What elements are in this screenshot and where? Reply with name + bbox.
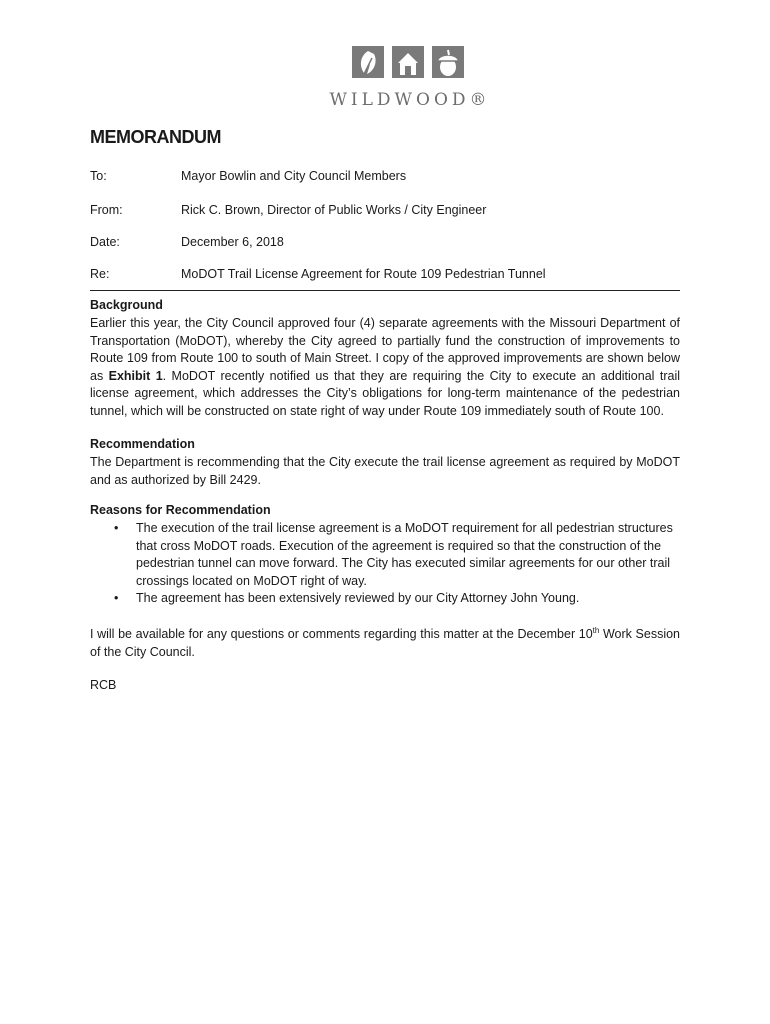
list-item xyxy=(90,590,680,608)
background-heading: Background xyxy=(90,298,163,312)
house-icon xyxy=(392,46,424,78)
leaf-icon xyxy=(352,46,384,78)
to-label: To: xyxy=(90,169,107,183)
to-value: Mayor Bowlin and City Council Members xyxy=(181,169,407,183)
reason-text: The agreement has been extensively reviewed by our City Attorney John Young. xyxy=(136,591,580,606)
to-row xyxy=(90,169,680,187)
closing-paragraph xyxy=(90,626,680,661)
bullet-icon: • xyxy=(114,591,119,606)
list-item xyxy=(90,520,680,590)
closing-text-before: I will be available for any questions or comments regarding this matter at the December 10 xyxy=(90,627,593,641)
re-value: MoDOT Trail License Agreement for Route 109 Pedestrian Tunnel xyxy=(181,267,546,281)
header-divider xyxy=(90,290,680,291)
logo-wordmark: WILDWOOD® xyxy=(329,90,491,110)
acorn-icon xyxy=(432,46,464,78)
wildwood-logo xyxy=(325,44,495,116)
recommendation-heading: Recommendation xyxy=(90,437,195,451)
from-row xyxy=(90,203,680,221)
recommendation-paragraph: The Department is recommending that the City execute the trail license agreement as required by MoDOT and as authorized by Bill 2429. xyxy=(90,455,680,487)
from-label: From: xyxy=(90,203,123,217)
date-label: Date: xyxy=(90,235,120,249)
reasons-heading: Reasons for Recommendation xyxy=(90,503,271,517)
bullet-icon: • xyxy=(114,521,119,535)
re-label: Re: xyxy=(90,267,110,281)
background-paragraph xyxy=(90,315,680,421)
background-text-before: Earlier this year, the City Council approved four (4) separate agreements with the Missouri Department of Transportation (MoDOT), whereby the City agreed to partially fund the construction of improvements to Route 109 from Route 100 to south of Main Street. I copy of the approved improvements are shown below as xyxy=(90,316,680,383)
memo-title: MEMORANDUM xyxy=(90,127,221,147)
closing-text-after: Work Session of the City Council. xyxy=(90,627,681,659)
date-row xyxy=(90,235,680,253)
logo-icons xyxy=(352,44,464,80)
exhibit-reference: Exhibit 1 xyxy=(108,368,163,383)
date-value: December 6, 2018 xyxy=(181,235,284,249)
reasons-list xyxy=(90,520,680,608)
ordinal-suffix: th xyxy=(592,625,600,635)
re-row xyxy=(90,267,680,285)
signature-initials: RCB xyxy=(90,678,117,692)
reason-text: The execution of the trail license agreement is a MoDOT requirement for all pedestrian structures that cross MoDOT roads. Execution of the agreement is required so that the construction of the pedestrian tunnel can move forward. The City has executed similar agreements for our other trail crossings located on MoDOT right of way. xyxy=(136,521,673,588)
background-text-after: . MoDOT recently notified us that they are requiring the City to execute an additional trail license agreement, which addresses the City’s obligations for long-term maintenance of the pedestrian tunnel, which will be constructed on state right of way under Route 109 immediately south of Route 100. xyxy=(90,368,680,418)
from-value: Rick C. Brown, Director of Public Works / City Engineer xyxy=(181,203,487,217)
